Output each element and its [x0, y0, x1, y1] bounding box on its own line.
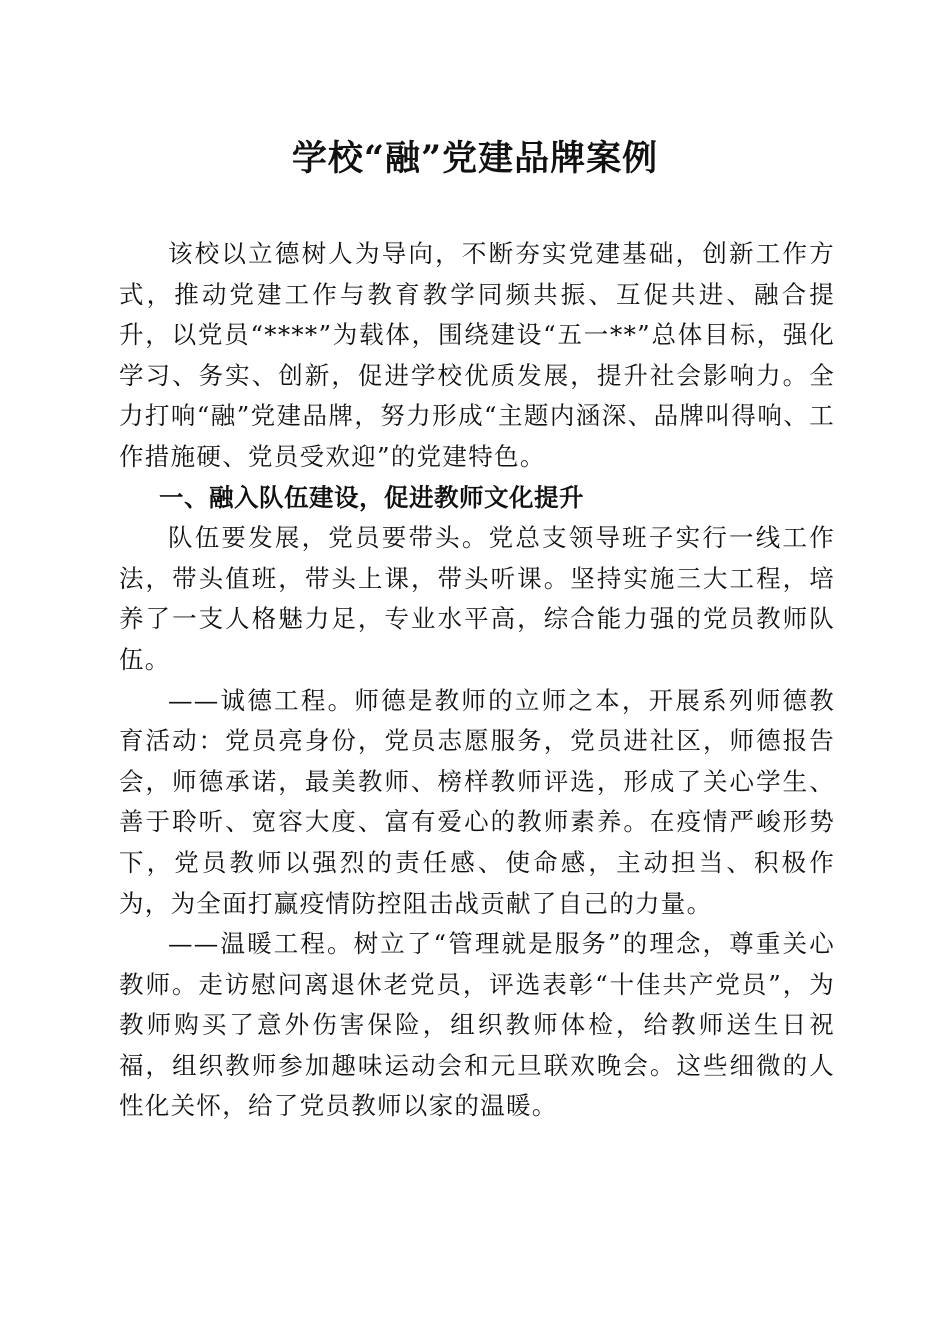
- document-body: [119, 234, 835, 1127]
- document-title: 学校“融”党建品牌案例: [291, 138, 659, 179]
- section-heading: 一、融入队伍建设，促进教师文化提升: [159, 482, 584, 512]
- paragraph: ——诚德工程。师德是教师的立师之本，开展系列师德教育活动：党员亮身份，党员志愿服务，党员进社区，师德报告会，师德承诺，最美教师、榜样教师评选，形成了关心学生、善于聆听、宽容大度、富有爱心的教师素养。在疫情严峻形势下，党员教师以强烈的责任感、使命感，主动担当、积极作为，为全面打赢疫情防控阻击战贡献了自己的力量。: [119, 685, 835, 918]
- paragraph: ——温暖工程。树立了“管理就是服务”的理念，尊重关心教师。走访慰问离退休老党员，评选表彰“十佳共产党员”，为教师购买了意外伤害保险，组织教师体检，给教师送生日祝福，组织教师参加趣味运动会和元旦联欢晚会。这些细微的人性化关怀，给了党员教师以家的温暖。: [119, 929, 835, 1121]
- paragraph: 队伍要发展，党员要带头。党总支领导班子实行一线工作法，带头值班，带头上课，带头听课。坚持实施三大工程，培养了一支人格魅力足，专业水平高，综合能力强的党员教师队伍。: [119, 523, 835, 674]
- intro-paragraph: 该校以立德树人为导向，不断夯实党建基础，创新工作方式，推动党建工作与教育教学同频共振、互促共进、融合提升，以党员“****”为载体，围绕建设“五一**”总体目标，强化学习、务实、创新，促进学校优质发展，提升社会影响力。全力打响“融”党建品牌，努力形成“主题内涵深、品牌叫得响、工作措施硬、党员受欢迎”的党建特色。: [119, 239, 835, 471]
